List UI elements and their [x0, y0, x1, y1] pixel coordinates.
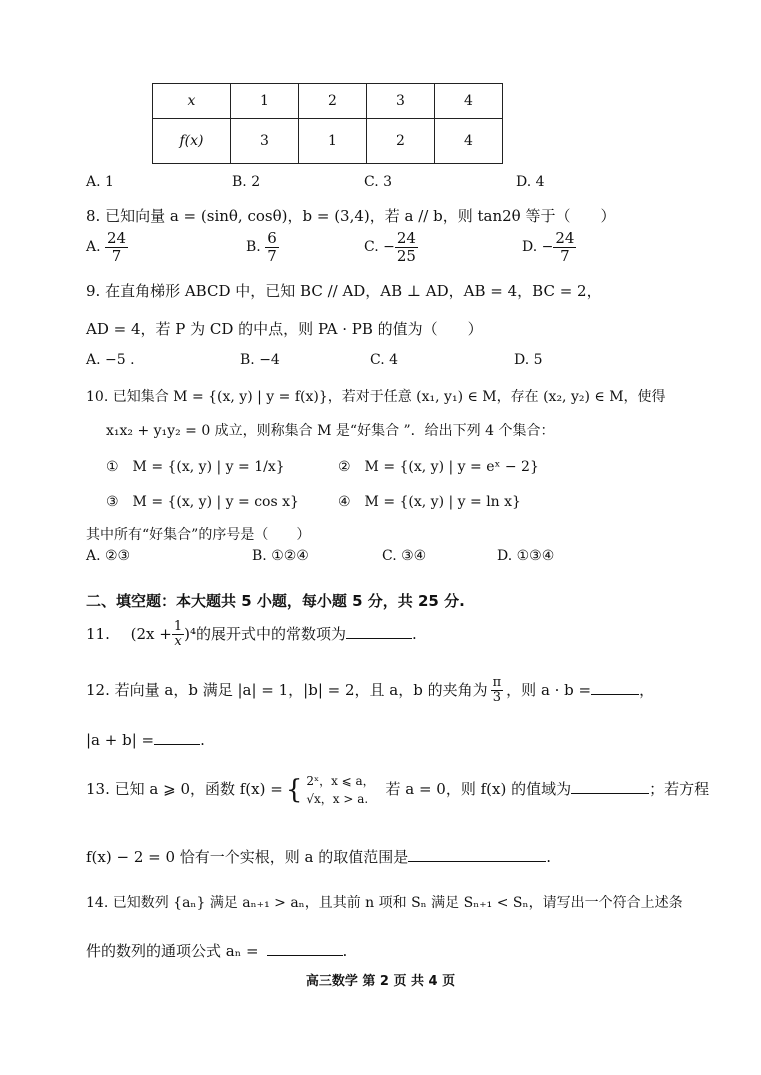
q10-option-c: C. ③④	[382, 548, 427, 564]
q8-option-a	[86, 230, 128, 264]
page-footer: 高三数学 第 2 页 共 4 页	[305, 974, 456, 989]
q8-option-c	[364, 230, 418, 264]
period: .	[342, 942, 348, 960]
case-2: √x，x > a.	[306, 792, 369, 806]
numerator: 6	[267, 229, 277, 247]
denominator: 7	[111, 246, 122, 265]
table-row	[153, 84, 503, 119]
table-cell: f(x)	[153, 119, 231, 164]
question-text: ，则 a · b =	[506, 680, 592, 699]
case-1: 2ˣ，x ⩽ a，	[306, 774, 375, 788]
question-text: 的展开式中的常数项为	[196, 624, 347, 643]
table-cell: 3	[231, 119, 299, 164]
q14-line-2	[86, 940, 347, 961]
numerator: 24	[396, 229, 416, 247]
answer-blank[interactable]	[346, 624, 412, 639]
q7-option-d: D. 4	[516, 174, 545, 190]
option-sign: −	[383, 239, 395, 255]
numerator: π	[492, 675, 502, 690]
table-cell: 2	[299, 84, 367, 119]
denominator: 7	[267, 246, 277, 265]
answer-blank[interactable]	[571, 779, 649, 794]
fraction	[553, 230, 576, 264]
table-cell: 4	[435, 84, 503, 119]
q9-option-b: B. −4	[240, 352, 280, 368]
q7-option-c: C. 3	[364, 174, 393, 190]
q7-option-a: A. 1	[86, 174, 114, 190]
q9-option-c: C. 4	[370, 352, 399, 368]
q8-stem: 8. 已知向量 a = (sinθ, cosθ)，b = (3,4)，若 a // b，则 tan2θ 等于（ ）	[86, 207, 616, 225]
denominator: 7	[560, 246, 570, 265]
q9-option-a: A. −5 .	[86, 352, 135, 368]
question-text: 若 a = 0，则 f(x) 的值域为	[385, 780, 572, 798]
answer-blank[interactable]	[591, 680, 639, 695]
table-cell: 4	[435, 119, 503, 164]
q10-set-2: ② M = {(x, y) | y = eˣ − 2}	[338, 459, 539, 475]
q10-set-4: ④ M = {(x, y) | y = ln x}	[338, 494, 521, 510]
q10-option-d: D. ①③④	[497, 548, 555, 564]
numerator: 1	[173, 619, 183, 634]
expression-part: )⁴	[184, 624, 196, 643]
table-row	[153, 119, 503, 164]
option-label: A.	[86, 239, 101, 255]
option-sign: −	[541, 239, 554, 255]
q10-set-1: ① M = {(x, y) | y = 1/x}	[106, 459, 285, 475]
q8-option-b	[246, 230, 279, 264]
q7-option-b: B. 2	[232, 174, 261, 190]
denominator: 25	[396, 246, 416, 265]
denominator: 3	[492, 690, 502, 706]
question-text: |a + b| =	[86, 731, 155, 749]
question-number: 11.	[86, 624, 110, 643]
numerator: 24	[555, 229, 575, 247]
answer-blank[interactable]	[267, 941, 343, 956]
punctuation: ，	[639, 680, 655, 699]
q14-line-1: 14. 已知数列 {aₙ} 满足 aₙ₊₁ > aₙ，且其前 n 项和 Sₙ 满足 Sₙ₊₁ < Sₙ，请写出一个符合上述条	[86, 895, 683, 911]
q8-option-d	[522, 230, 576, 264]
q10-line-1: 10. 已知集合 M = {(x, y) | y = f(x)}，若对于任意 (x₁, y₁) ∈ M，存在 (x₂, y₂) ∈ M，使得	[86, 389, 666, 405]
q12-line-1	[86, 676, 654, 706]
q12-line-2	[86, 730, 205, 749]
table-cell: 1	[299, 119, 367, 164]
q10-ask: 其中所有“好集合”的序号是（ ）	[86, 527, 311, 543]
q13-line-1	[86, 772, 709, 808]
option-label: B.	[246, 239, 261, 255]
fraction	[105, 230, 128, 264]
q9-line-2: AD = 4，若 P 为 CD 的中点，则 PA · PB 的值为（ ）	[86, 320, 483, 338]
fraction	[395, 230, 418, 264]
piecewise-cases	[306, 772, 374, 808]
expression-part: (2x +	[130, 624, 172, 643]
table-cell: x	[153, 84, 231, 119]
fraction	[172, 620, 184, 650]
answer-blank[interactable]	[408, 847, 546, 862]
period: .	[546, 848, 552, 866]
function-value-table	[152, 83, 503, 164]
option-label: C.	[364, 239, 379, 255]
fraction	[491, 676, 504, 706]
denominator: x	[174, 634, 182, 650]
question-text: 13. 已知 a ⩾ 0，函数 f(x) =	[86, 780, 283, 798]
q10-option-a: A. ②③	[86, 548, 131, 564]
period: .	[412, 624, 417, 643]
q9-line-1: 9. 在直角梯形 ABCD 中，已知 BC // AD，AB ⊥ AD，AB = 4，BC = 2，	[86, 282, 602, 300]
section-heading: 二、填空题：本大题共 5 小题，每小题 5 分，共 25 分.	[86, 592, 465, 610]
numerator: 24	[107, 229, 127, 247]
question-text: f(x) − 2 = 0 恰有一个实根，则 a 的取值范围是	[86, 848, 409, 866]
period: .	[200, 731, 205, 749]
question-text: 件的数列的通项公式 aₙ =	[86, 942, 259, 960]
q9-option-d: D. 5	[514, 352, 543, 368]
q10-option-b: B. ①②④	[252, 548, 309, 564]
table-cell: 2	[367, 119, 435, 164]
question-text: 12. 若向量 a，b 满足 |a| = 1，|b| = 2，且 a，b 的夹角为	[86, 680, 488, 699]
q10-set-3: ③ M = {(x, y) | y = cos x}	[106, 494, 299, 510]
q11	[86, 620, 417, 650]
left-brace: {	[285, 775, 303, 805]
question-text: ；若方程	[649, 780, 710, 798]
answer-blank[interactable]	[154, 730, 200, 745]
q13-line-2	[86, 846, 551, 867]
q10-line-2: x₁x₂ + y₁y₂ = 0 成立，则称集合 M 是“好集合 ”．给出下列 4 个集合：	[106, 423, 555, 439]
option-label: D.	[522, 239, 538, 255]
table-cell: 1	[231, 84, 299, 119]
table-cell: 3	[367, 84, 435, 119]
fraction	[265, 230, 279, 264]
